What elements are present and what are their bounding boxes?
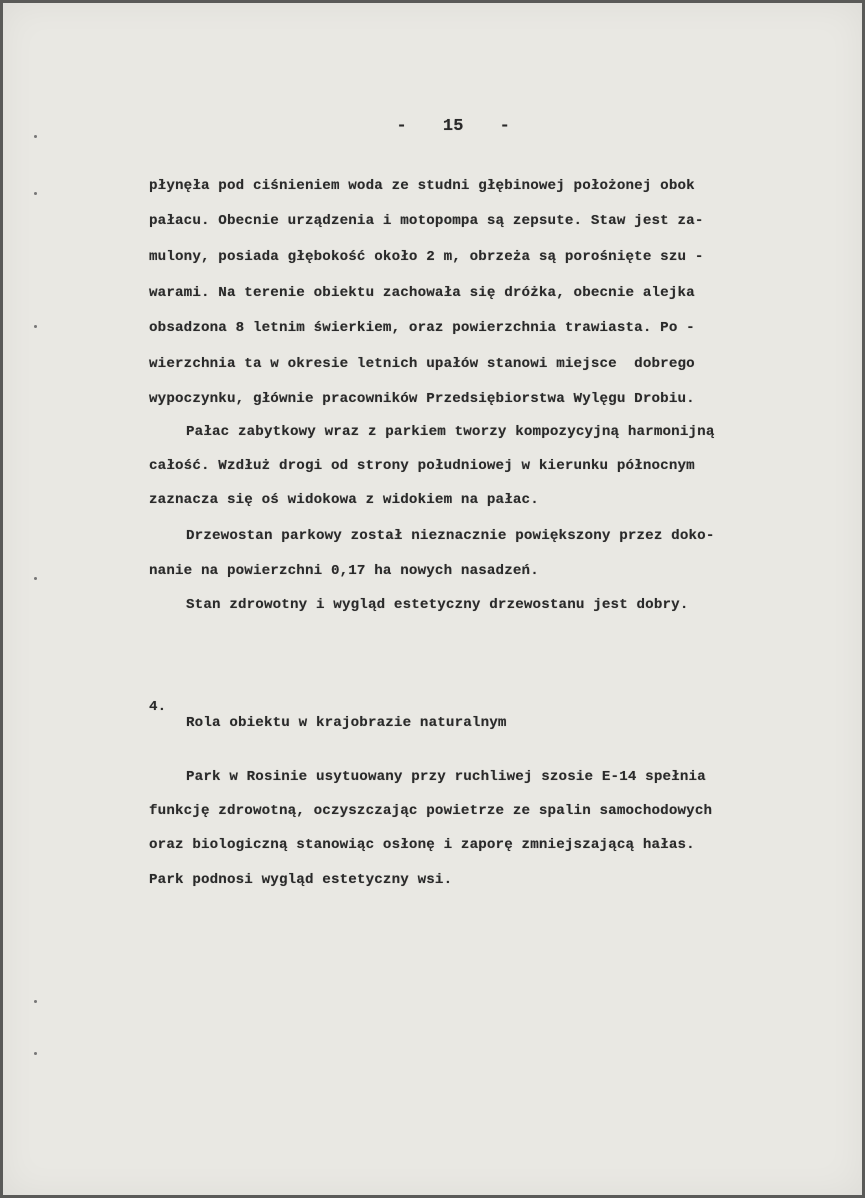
text-line: Park w Rosinie usytuowany przy ruchliwej szosie E-14 spełnia — [186, 769, 706, 785]
page-number-value: 15 — [442, 117, 464, 136]
scan-speck — [34, 1000, 37, 1003]
text-line: Pałac zabytkowy wraz z parkiem tworzy kompozycyjną harmonijną — [186, 424, 715, 440]
text-line: funkcję zdrowotną, oczyszczając powietrze ze spalin samochodowych — [149, 803, 713, 819]
page-number-dash-right: - — [499, 117, 510, 136]
scan-speck — [34, 192, 37, 195]
text-line: płynęła pod ciśnieniem woda ze studni głębinowej położonej obok — [149, 178, 695, 194]
text-line: nanie na powierzchni 0,17 ha nowych nasadzeń. — [149, 563, 539, 579]
text-line: zaznacza się oś widokowa z widokiem na pałac. — [149, 492, 539, 508]
page-number — [0, 98, 865, 155]
section-heading-title: Rola obiektu w krajobrazie naturalnym — [186, 715, 507, 731]
section-heading — [149, 683, 507, 747]
text-line: oraz biologiczną stanowiąc osłonę i zaporę zmniejszającą hałas. — [149, 837, 695, 853]
page-number-dash-left: - — [396, 117, 407, 136]
text-line: wierzchnia ta w okresie letnich upałów stanowi miejsce dobrego — [149, 356, 695, 372]
text-line: wypoczynku, głównie pracowników Przedsiębiorstwa Wylęgu Drobiu. — [149, 391, 695, 407]
scan-speck — [34, 325, 37, 328]
scan-speck — [34, 1052, 37, 1055]
text-line: całość. Wzdłuż drogi od strony południowej w kierunku północnym — [149, 458, 695, 474]
text-line: mulony, posiada głębokość około 2 m, obrzeża są porośnięte szu - — [149, 249, 704, 265]
scan-speck — [34, 135, 37, 138]
scan-speck — [34, 577, 37, 580]
text-line: Drzewostan parkowy został nieznacznie powiększony przez doko- — [186, 528, 715, 544]
text-line: Stan zdrowotny i wygląd estetyczny drzewostanu jest dobry. — [186, 597, 689, 613]
text-line: warami. Na terenie obiektu zachowała się dróżka, obecnie alejka — [149, 285, 695, 301]
text-line: pałacu. Obecnie urządzenia i motopompa są zepsute. Staw jest za- — [149, 213, 704, 229]
section-heading-number: 4. — [149, 699, 167, 715]
text-line: Park podnosi wygląd estetyczny wsi. — [149, 872, 453, 888]
text-line: obsadzona 8 letnim świerkiem, oraz powierzchnia trawiasta. Po - — [149, 320, 695, 336]
